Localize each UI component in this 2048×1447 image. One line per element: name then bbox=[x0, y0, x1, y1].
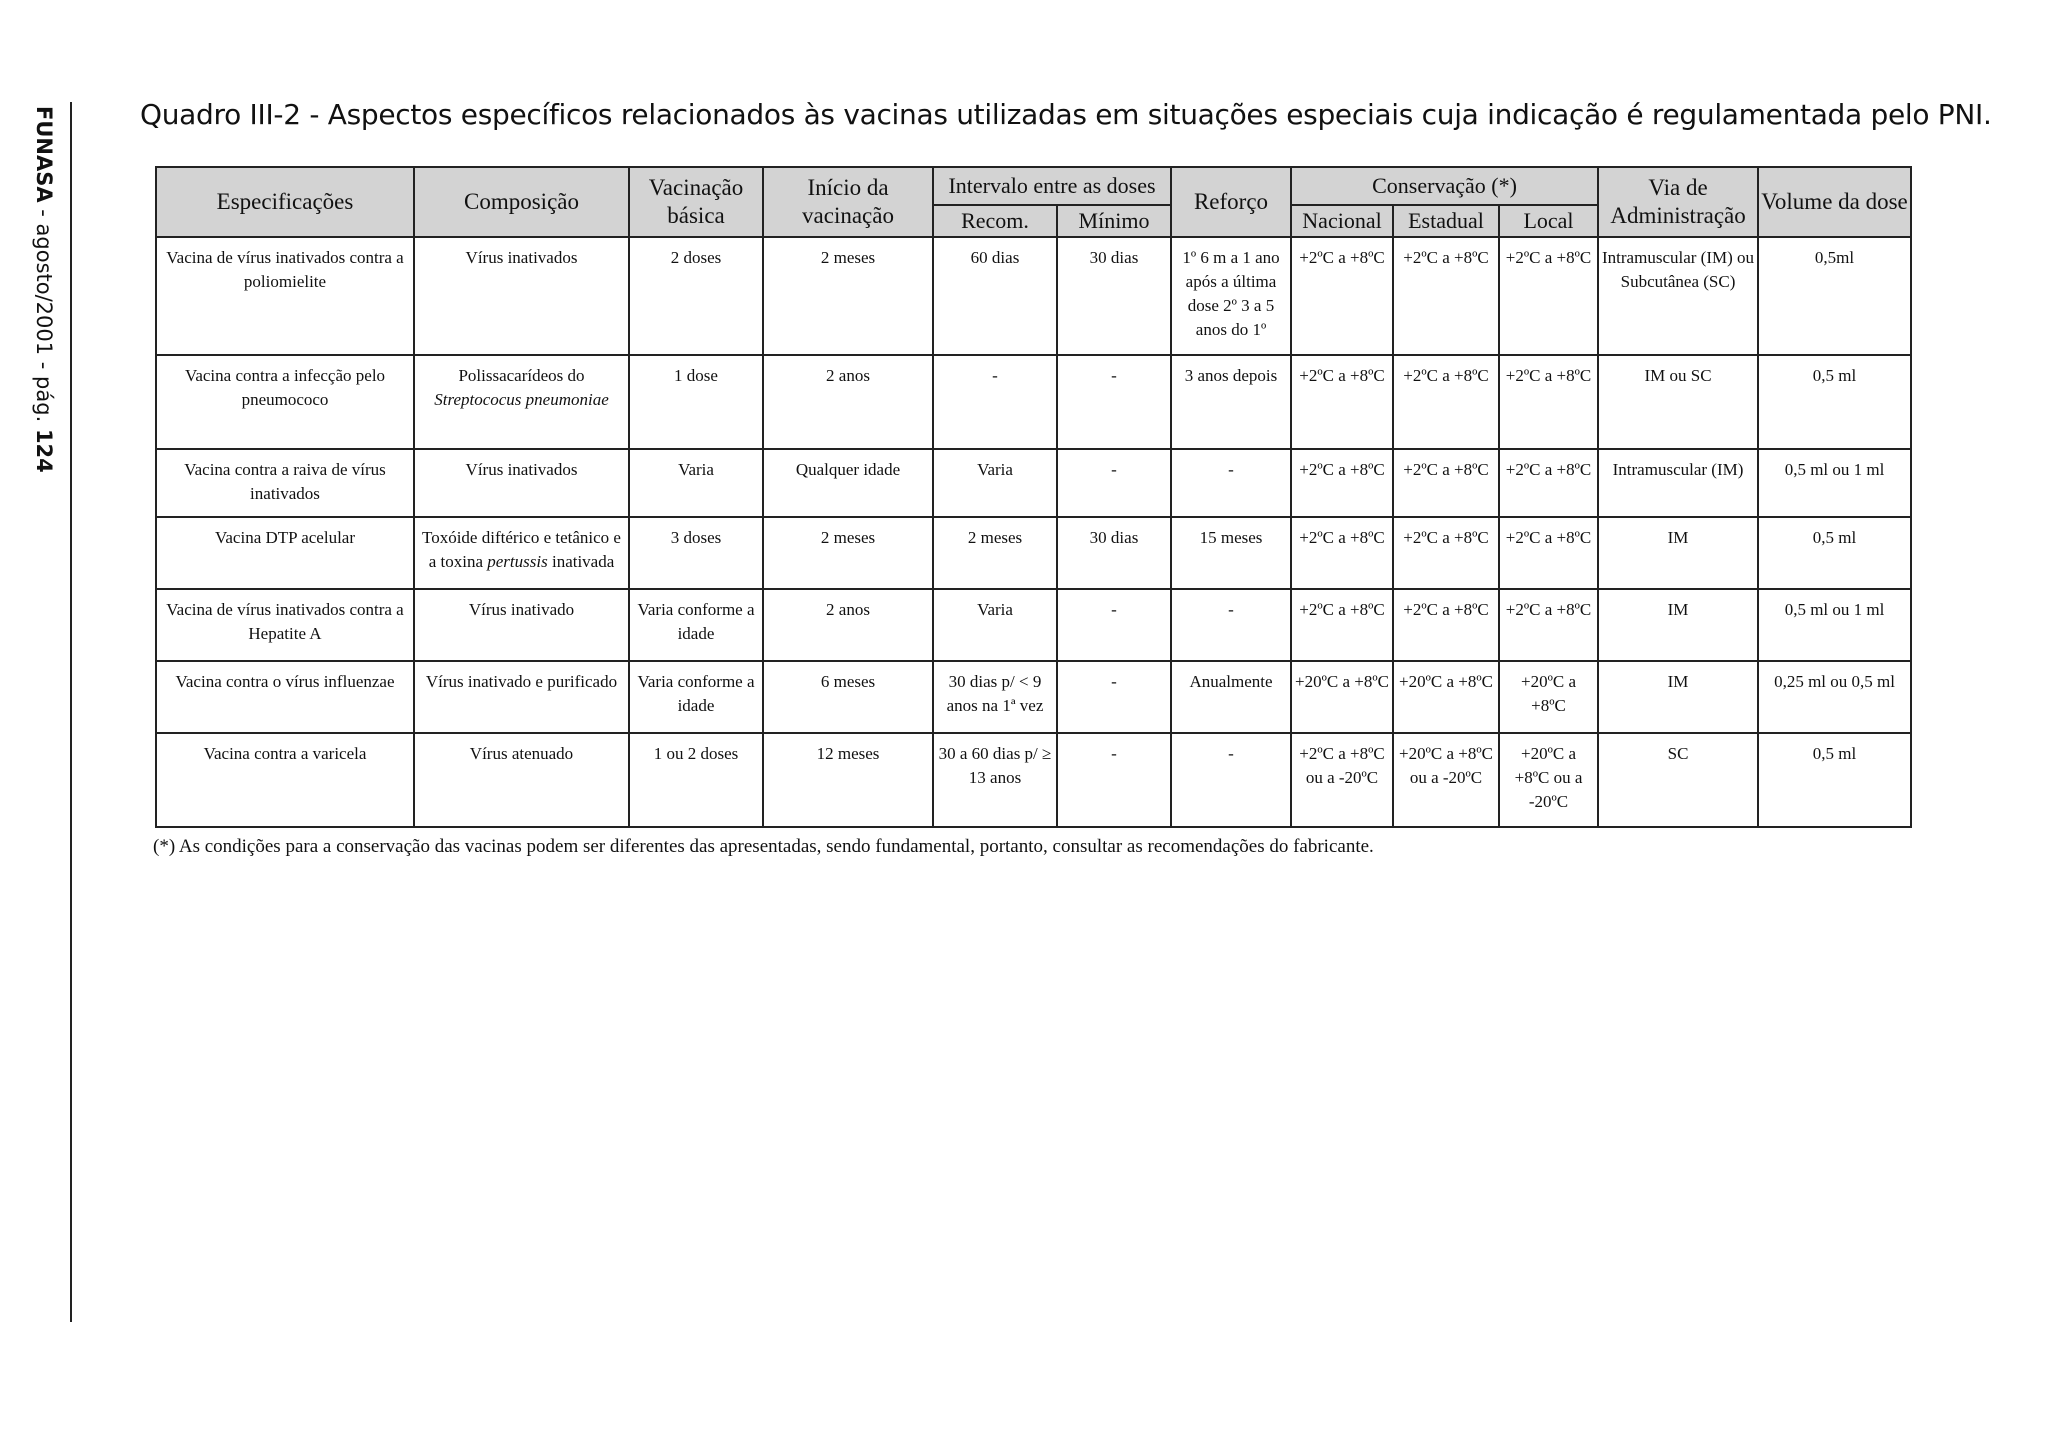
cell-estadual: +2ºC a +8ºC bbox=[1393, 589, 1499, 661]
cell-nacional: +2ºC a +8ºC bbox=[1291, 517, 1393, 589]
cell-reforco: 15 meses bbox=[1171, 517, 1291, 589]
cell-composicao bbox=[414, 355, 629, 449]
header-recom: Recom. bbox=[933, 205, 1057, 237]
cell-especificacao: Vacina contra a raiva de vírus inativados bbox=[156, 449, 414, 517]
cell-inicio: 6 meses bbox=[763, 661, 933, 733]
cell-local: +2ºC a +8ºC bbox=[1499, 517, 1598, 589]
cell-via: IM bbox=[1598, 517, 1758, 589]
header-vacinacao-basica: Vacinação básica bbox=[629, 167, 763, 237]
cell-recom: Varia bbox=[933, 449, 1057, 517]
species-name: pertussis bbox=[487, 552, 548, 571]
issue-info: - agosto/2001 - pág. bbox=[32, 202, 56, 429]
footnote: (*) As condições para a conservação das vacinas podem ser diferentes das apresentadas, sendo fundamental, portanto, consultar as recomendações do fabricante. bbox=[153, 836, 1374, 857]
cell-nacional: +2ºC a +8ºC bbox=[1291, 355, 1393, 449]
species-name: Streptococus pneumoniae bbox=[434, 390, 609, 409]
table-row bbox=[156, 517, 1911, 589]
header-volume: Volume da dose bbox=[1758, 167, 1911, 237]
cell-basica: Varia bbox=[629, 449, 763, 517]
cell-reforco: - bbox=[1171, 449, 1291, 517]
cell-especificacao: Vacina contra a infecção pelo pneumococo bbox=[156, 355, 414, 449]
cell-inicio: Qualquer idade bbox=[763, 449, 933, 517]
cell-local: +20ºC a +8ºC bbox=[1499, 661, 1598, 733]
cell-volume: 0,5 ml ou 1 ml bbox=[1758, 449, 1911, 517]
cell-via: IM bbox=[1598, 589, 1758, 661]
cell-volume: 0,5 ml bbox=[1758, 355, 1911, 449]
table-row bbox=[156, 355, 1911, 449]
cell-basica: 1 ou 2 doses bbox=[629, 733, 763, 827]
cell-minimo: - bbox=[1057, 733, 1171, 827]
header-via: Via de Administração bbox=[1598, 167, 1758, 237]
cell-estadual: +2ºC a +8ºC bbox=[1393, 355, 1499, 449]
header-local: Local bbox=[1499, 205, 1598, 237]
composicao-text-end: inativada bbox=[547, 552, 615, 571]
header-minimo: Mínimo bbox=[1057, 205, 1171, 237]
brand-name: FUNASA bbox=[32, 106, 56, 203]
table-row bbox=[156, 661, 1911, 733]
cell-volume: 0,5 ml bbox=[1758, 733, 1911, 827]
cell-composicao: Vírus inativados bbox=[414, 237, 629, 355]
cell-minimo: - bbox=[1057, 589, 1171, 661]
cell-nacional: +2ºC a +8ºC bbox=[1291, 589, 1393, 661]
cell-reforco: Anualmente bbox=[1171, 661, 1291, 733]
cell-inicio: 2 meses bbox=[763, 237, 933, 355]
header-inicio: Início da vacinação bbox=[763, 167, 933, 237]
table-row bbox=[156, 589, 1911, 661]
cell-composicao: Vírus atenuado bbox=[414, 733, 629, 827]
page-title: Quadro III-2 - Aspectos específicos relacionados às vacinas utilizadas em situações especiais cuja indicação é regulamentada pelo PNI. bbox=[140, 98, 1992, 131]
header-especificacoes: Especificações bbox=[156, 167, 414, 237]
table-row bbox=[156, 237, 1911, 355]
header-row bbox=[156, 167, 1911, 205]
cell-nacional: +2ºC a +8ºC ou a -20ºC bbox=[1291, 733, 1393, 827]
cell-local: +2ºC a +8ºC bbox=[1499, 355, 1598, 449]
cell-basica: Varia conforme a idade bbox=[629, 661, 763, 733]
table-row bbox=[156, 733, 1911, 827]
cell-via: Intramuscular (IM) bbox=[1598, 449, 1758, 517]
cell-local: +2ºC a +8ºC bbox=[1499, 237, 1598, 355]
composicao-text: Toxóide diftérico e tetânico e a toxina bbox=[422, 528, 621, 571]
cell-reforco: 1º 6 m a 1 ano após a última dose 2º 3 a 5 anos do 1º bbox=[1171, 237, 1291, 355]
cell-nacional: +20ºC a +8ºC bbox=[1291, 661, 1393, 733]
cell-recom: 30 a 60 dias p/ ≥ 13 anos bbox=[933, 733, 1057, 827]
cell-volume: 0,5 ml ou 1 ml bbox=[1758, 589, 1911, 661]
cell-recom: 30 dias p/ < 9 anos na 1ª vez bbox=[933, 661, 1057, 733]
cell-basica: Varia conforme a idade bbox=[629, 589, 763, 661]
cell-minimo: - bbox=[1057, 449, 1171, 517]
cell-volume: 0,25 ml ou 0,5 ml bbox=[1758, 661, 1911, 733]
header-composicao: Composição bbox=[414, 167, 629, 237]
cell-via: IM bbox=[1598, 661, 1758, 733]
cell-especificacao: Vacina contra o vírus influenzae bbox=[156, 661, 414, 733]
cell-composicao: Vírus inativado e purificado bbox=[414, 661, 629, 733]
cell-estadual: +20ºC a +8ºC ou a -20ºC bbox=[1393, 733, 1499, 827]
cell-inicio: 2 anos bbox=[763, 589, 933, 661]
cell-local: +2ºC a +8ºC bbox=[1499, 449, 1598, 517]
cell-reforco: - bbox=[1171, 589, 1291, 661]
cell-composicao: Vírus inativado bbox=[414, 589, 629, 661]
cell-basica: 3 doses bbox=[629, 517, 763, 589]
header-conservacao: Conservação (*) bbox=[1291, 167, 1598, 205]
cell-estadual: +2ºC a +8ºC bbox=[1393, 517, 1499, 589]
header-intervalo: Intervalo entre as doses bbox=[933, 167, 1171, 205]
cell-estadual: +20ºC a +8ºC bbox=[1393, 661, 1499, 733]
side-rule bbox=[70, 102, 72, 1322]
cell-especificacao: Vacina de vírus inativados contra a poliomielite bbox=[156, 237, 414, 355]
cell-recom: - bbox=[933, 355, 1057, 449]
cell-inicio: 2 meses bbox=[763, 517, 933, 589]
cell-reforco: - bbox=[1171, 733, 1291, 827]
cell-estadual: +2ºC a +8ºC bbox=[1393, 449, 1499, 517]
cell-volume: 0,5 ml bbox=[1758, 517, 1911, 589]
table-row bbox=[156, 449, 1911, 517]
cell-via: SC bbox=[1598, 733, 1758, 827]
cell-minimo: - bbox=[1057, 355, 1171, 449]
cell-recom: Varia bbox=[933, 589, 1057, 661]
cell-via: IM ou SC bbox=[1598, 355, 1758, 449]
cell-recom: 2 meses bbox=[933, 517, 1057, 589]
composicao-text: Polissacarídeos do bbox=[458, 366, 585, 385]
cell-inicio: 2 anos bbox=[763, 355, 933, 449]
cell-especificacao: Vacina contra a varicela bbox=[156, 733, 414, 827]
cell-especificacao: Vacina DTP acelular bbox=[156, 517, 414, 589]
cell-local: +2ºC a +8ºC bbox=[1499, 589, 1598, 661]
cell-especificacao: Vacina de vírus inativados contra a Hepatite A bbox=[156, 589, 414, 661]
cell-estadual: +2ºC a +8ºC bbox=[1393, 237, 1499, 355]
cell-inicio: 12 meses bbox=[763, 733, 933, 827]
vaccine-table bbox=[155, 166, 1912, 828]
cell-reforco: 3 anos depois bbox=[1171, 355, 1291, 449]
header-estadual: Estadual bbox=[1393, 205, 1499, 237]
cell-composicao bbox=[414, 517, 629, 589]
cell-volume: 0,5ml bbox=[1758, 237, 1911, 355]
cell-basica: 2 doses bbox=[629, 237, 763, 355]
cell-minimo: - bbox=[1057, 661, 1171, 733]
cell-local: +20ºC a +8ºC ou a -20ºC bbox=[1499, 733, 1598, 827]
page-number: 124 bbox=[32, 428, 56, 473]
cell-nacional: +2ºC a +8ºC bbox=[1291, 237, 1393, 355]
cell-minimo: 30 dias bbox=[1057, 517, 1171, 589]
cell-basica: 1 dose bbox=[629, 355, 763, 449]
header-nacional: Nacional bbox=[1291, 205, 1393, 237]
header-reforco: Reforço bbox=[1171, 167, 1291, 237]
cell-recom: 60 dias bbox=[933, 237, 1057, 355]
cell-minimo: 30 dias bbox=[1057, 237, 1171, 355]
cell-via: Intramuscular (IM) ou Subcutânea (SC) bbox=[1598, 237, 1758, 355]
running-header bbox=[32, 106, 56, 473]
cell-composicao: Vírus inativados bbox=[414, 449, 629, 517]
cell-nacional: +2ºC a +8ºC bbox=[1291, 449, 1393, 517]
